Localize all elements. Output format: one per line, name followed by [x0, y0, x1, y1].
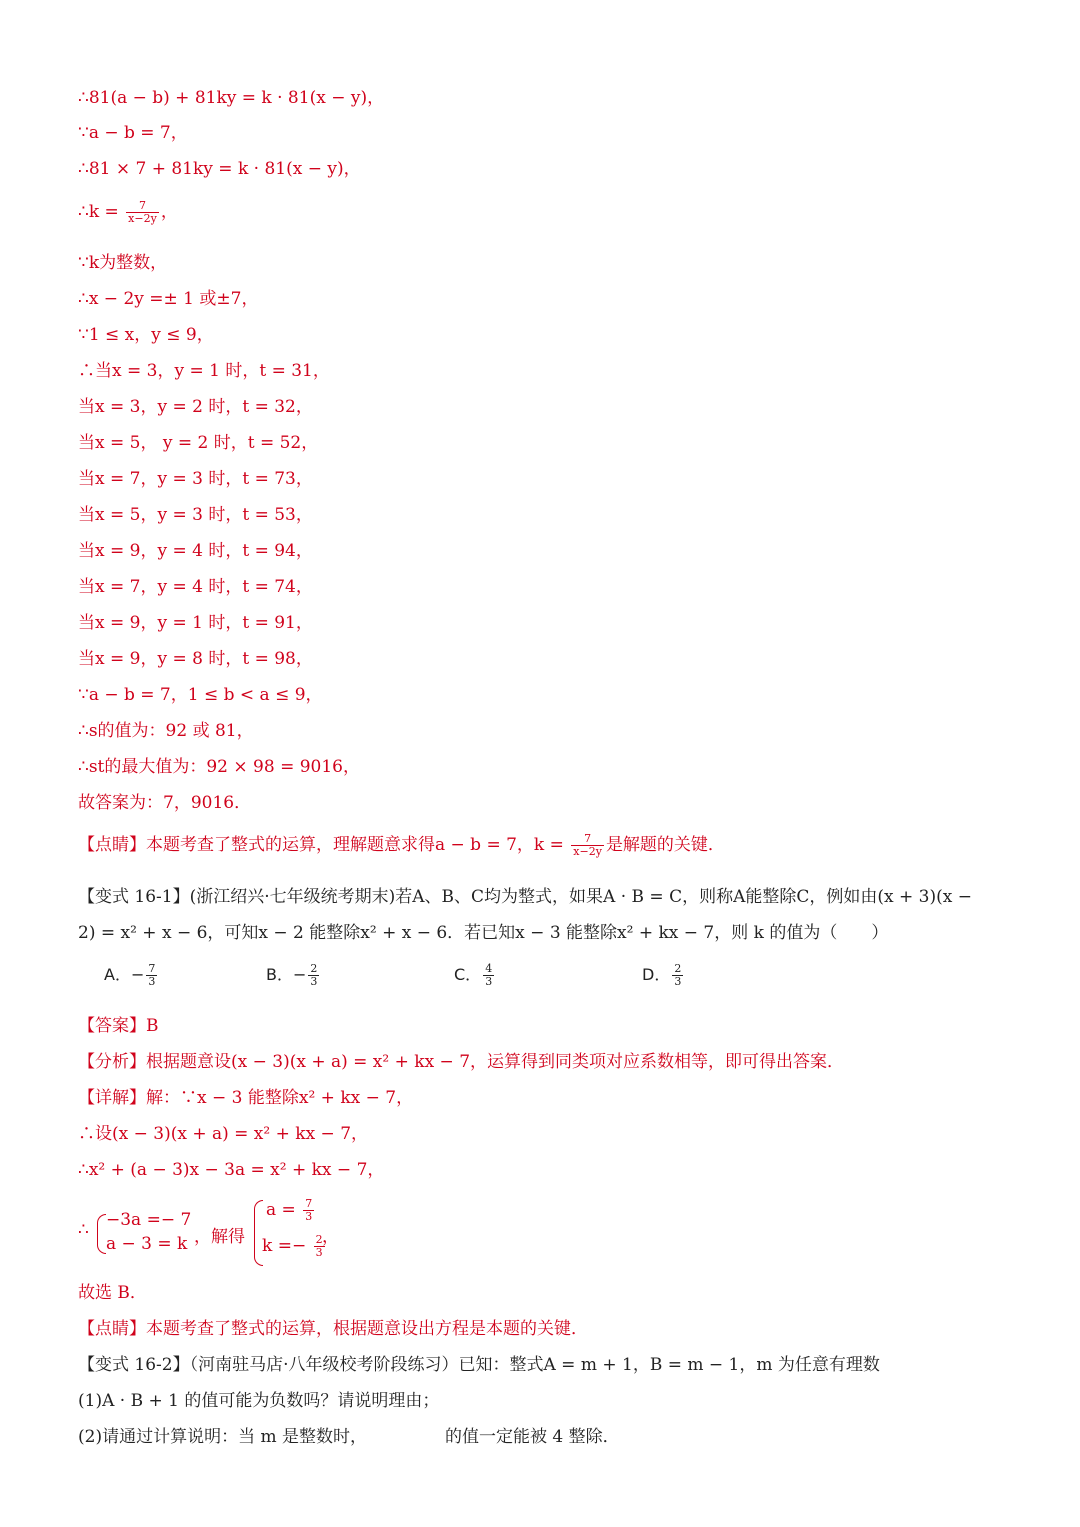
- detail-line-3: ∴x² + (a − 3)x − 3a = x² + kx − 7，: [78, 1160, 385, 1180]
- option-b: [266, 962, 321, 988]
- solution-a-label: a =: [266, 1200, 302, 1220]
- solution-line-12: 当x = 5，y = 3 时，t = 53，: [78, 505, 313, 525]
- tip-text-end: 是解题的关键．: [605, 835, 725, 855]
- left-brace-system: [97, 1214, 106, 1254]
- option-sign: −: [130, 965, 145, 984]
- solution-line-3: ∴81 × 7 + 81ky = k · 81(x − y)，: [78, 159, 361, 179]
- solution-line-6: ∴x − 2y =± 1 或±7，: [78, 289, 259, 309]
- fraction-numerator: 2: [315, 1233, 323, 1246]
- k-label: ∴k =: [78, 202, 125, 222]
- line-end: ，: [160, 202, 178, 222]
- solution-line-17: ∵a − b = 7，1 ≤ b < a ≤ 9，: [78, 685, 323, 705]
- detail-line-1: 【详解】解：∵x − 3 能整除x² + kx − 7，: [78, 1088, 414, 1108]
- tip-text: 【点睛】本题考查了整式的运算，理解题意求得a − b = 7，k =: [78, 835, 570, 855]
- solution-line-16: 当x = 9，y = 8 时，t = 98，: [78, 649, 313, 669]
- solution-k: [262, 1234, 327, 1259]
- option-sign: −: [292, 965, 307, 984]
- fraction-numerator: 7: [584, 832, 592, 845]
- analysis-line: 【分析】根据题意设(x − 3)(x + a) = x² + kx − 7，运算得到同类项对应系数相等，即可得出答案．: [78, 1052, 845, 1072]
- option-label: A．: [104, 965, 131, 984]
- tip-line-1: [78, 833, 725, 858]
- detail-line-2: ∴设(x − 3)(x + a) = x² + kx − 7，: [78, 1124, 369, 1144]
- fraction-numerator: 2: [310, 962, 318, 975]
- fraction-denominator: 3: [485, 975, 493, 988]
- option-c: [454, 962, 496, 988]
- option-label: C．: [454, 965, 482, 984]
- final-answer-line: 故答案为：7，9016．: [78, 793, 252, 813]
- solution-line-7: ∵1 ≤ x，y ≤ 9，: [78, 325, 214, 345]
- solution-line-11: 当x = 7，y = 3 时，t = 73，: [78, 469, 313, 489]
- solution-line-14: 当x = 7，y = 4 时，t = 74，: [78, 577, 313, 597]
- option-a: [104, 962, 159, 988]
- tip-line-2: 【点睛】本题考查了整式的运算，根据题意设出方程是本题的关键．: [78, 1319, 588, 1339]
- fraction-denominator: 3: [674, 975, 682, 988]
- option-d: [642, 962, 685, 988]
- choose-line: 故选 B．: [78, 1283, 147, 1303]
- question-16-2-part-2: [78, 1425, 620, 1449]
- fraction-numerator: 2: [674, 962, 682, 975]
- option-fraction: [146, 963, 157, 988]
- fraction-denominator: x−2y: [573, 845, 602, 858]
- solution-line-13: 当x = 9，y = 4 时，t = 94，: [78, 541, 313, 561]
- solution-line-8: ∴当x = 3，y = 1 时，t = 31，: [78, 361, 330, 381]
- fraction-denominator: 3: [315, 1246, 323, 1259]
- solution-line-19: ∴st的最大值为：92 × 98 = 9016，: [78, 757, 361, 777]
- part-2-text-a: (2)请通过计算说明：当 m 是整数时，: [78, 1427, 368, 1447]
- solution-line-2: ∵a − b = 7，: [78, 123, 188, 143]
- fraction-a: [303, 1198, 314, 1223]
- solve-label: ，解得: [194, 1227, 245, 1247]
- part-2-text-b: 的值一定能被 4 整除．: [445, 1427, 620, 1447]
- system-equation-2: a − 3 = k: [106, 1234, 188, 1254]
- solution-line-10: 当x = 5， y = 2 时，t = 52，: [78, 433, 319, 453]
- question-16-2-part-1: (1)A · B + 1 的值可能为负数吗？请说明理由；: [78, 1391, 440, 1411]
- fraction-denominator: 3: [305, 1210, 313, 1223]
- fraction-denominator: 3: [310, 975, 318, 988]
- solution-line-18: ∴s的值为：92 或 81，: [78, 721, 254, 741]
- option-fraction: [483, 963, 494, 988]
- solution-end: ，: [322, 1227, 339, 1247]
- fraction-k: [126, 200, 159, 225]
- therefore-symbol: ∴: [78, 1220, 89, 1240]
- solution-line-9: 当x = 3，y = 2 时，t = 32，: [78, 397, 313, 417]
- option-label: B．: [266, 965, 293, 984]
- fraction-denominator: 3: [148, 975, 156, 988]
- answer-line: 【答案】B: [78, 1016, 159, 1036]
- question-16-1-stem-line-1: 【变式 16-1】(浙江绍兴·七年级统考期末)若A、B、C均为整式，如果A · B = C，则称A能整除C，例如由(x + 3)(x −: [78, 887, 972, 907]
- option-fraction: [308, 963, 319, 988]
- solution-a: [266, 1198, 316, 1223]
- fraction-numerator: 7: [148, 962, 156, 975]
- fraction-numerator: 4: [485, 962, 493, 975]
- question-16-2-stem: 【变式 16-2】（河南驻马店·八年级校考阶段练习）已知：整式A = m + 1，B = m − 1，m 为任意有理数: [78, 1355, 880, 1375]
- system-equation-1: −3a =− 7: [106, 1210, 192, 1230]
- question-16-1-stem-line-2: 2) = x² + x − 6，可知x − 2 能整除x² + x − 6．若已知x − 3 能整除x² + kx − 7，则 k 的值为（ ）: [78, 923, 889, 943]
- solution-k-label: k =−: [262, 1236, 312, 1256]
- option-label: D．: [642, 965, 671, 984]
- solution-line-15: 当x = 9，y = 1 时，t = 91，: [78, 613, 313, 633]
- fraction-numerator: 7: [305, 1197, 313, 1210]
- option-fraction: [672, 963, 683, 988]
- fraction-denominator: x−2y: [128, 212, 157, 225]
- solution-line-4: [78, 200, 178, 225]
- fraction-numerator: 7: [138, 199, 146, 212]
- solution-line-1: ∴81(a − b) + 81ky = k · 81(x − y)，: [78, 88, 385, 108]
- fraction-k-tip: [571, 833, 604, 858]
- solution-line-5: ∵k为整数，: [78, 253, 168, 273]
